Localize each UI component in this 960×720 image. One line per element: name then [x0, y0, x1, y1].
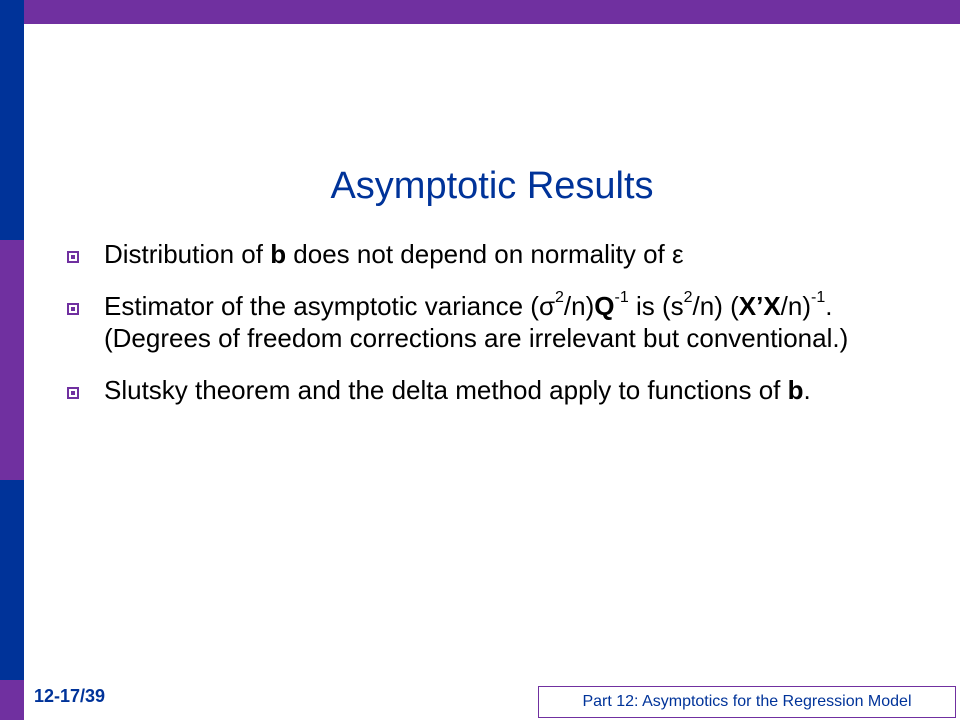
left-bar-segment-purple-bottom	[0, 680, 24, 720]
bullet-list	[64, 238, 914, 426]
superscript: 2	[683, 289, 693, 307]
superscript: 2	[555, 289, 564, 307]
bullet-text: . (Degrees of freedom corrections are irrelevant but conventional.)	[104, 291, 849, 353]
bullet-text: .	[803, 375, 811, 405]
left-bar-segment-blue-bottom	[0, 480, 24, 680]
square-bullet-icon	[67, 387, 79, 399]
bullet-item-estimator	[64, 290, 914, 354]
left-accent-bar	[0, 0, 24, 720]
left-bar-segment-blue-top	[0, 0, 24, 240]
footer-course-title: Part 12: Asymptotics for the Regression Model	[538, 686, 956, 718]
superscript: -1	[614, 289, 629, 307]
slide-number: 12-17/39	[34, 686, 106, 706]
bullet-text-bold: X’X	[738, 291, 781, 321]
square-bullet-icon	[67, 303, 79, 315]
square-bullet-icon	[67, 251, 79, 263]
superscript: -1	[811, 289, 826, 307]
bullet-text-bold: Q	[594, 291, 615, 321]
bullet-item-distribution	[64, 238, 914, 270]
bullet-text: Slutsky theorem and the delta method apply to functions of	[104, 375, 788, 405]
bullet-text: /n)	[563, 291, 595, 321]
bullet-text: /n) (	[692, 291, 739, 321]
left-bar-segment-purple	[0, 240, 24, 480]
bullet-item-slutsky	[64, 374, 914, 406]
top-accent-bar	[0, 0, 960, 24]
slide-title: Asymptotic Results	[330, 165, 654, 207]
bullet-text-bold: b	[270, 239, 287, 269]
bullet-text: Estimator of the asymptotic variance (σ	[104, 291, 555, 321]
bullet-text: is (s	[628, 291, 684, 321]
bullet-text: /n)	[780, 291, 812, 321]
bullet-text: does not depend on normality of ε	[286, 239, 684, 269]
bullet-text-bold: b	[787, 375, 804, 405]
bullet-text: Distribution of	[104, 239, 271, 269]
